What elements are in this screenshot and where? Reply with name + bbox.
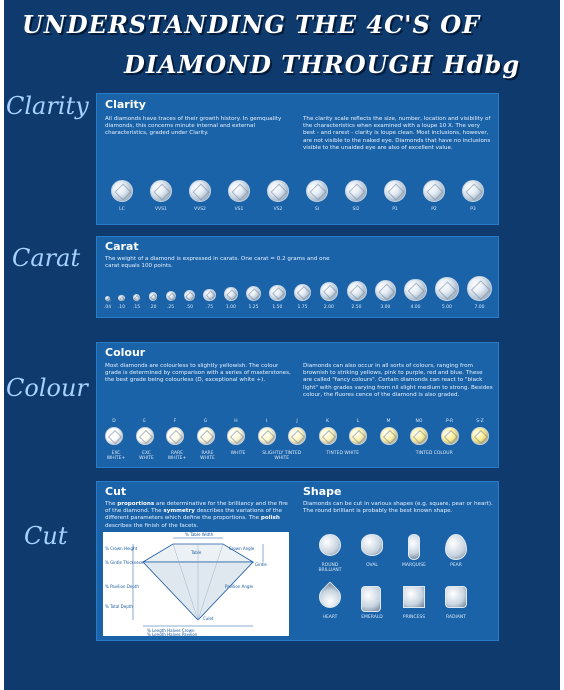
- shape-label: PRINCESS: [402, 615, 426, 620]
- carat-weight-label: .15: [132, 305, 141, 310]
- carat-weight-label: .20: [149, 305, 157, 310]
- carat-gem: [269, 285, 285, 301]
- carat-weight-label: 4.00: [410, 305, 421, 310]
- label-culet: Culet: [203, 616, 214, 621]
- clarity-text-left: All diamonds have traces of their growth history. In gemquality diamonds, this concerns minute internal and external characteristics, graded under Clarity.: [105, 116, 282, 137]
- clarity-gem: [462, 180, 484, 202]
- clarity-gem: [150, 180, 172, 202]
- carat-gem: [435, 277, 459, 301]
- shape-text: Diamonds can be cut in various shapes (e.g. square, pear or heart). The round brilliant is probably the best known shape.: [303, 501, 493, 515]
- label-pavilion-angle: Pavilion Angle: [225, 584, 254, 589]
- colour-group-label: SLIGHTLY TINTED WHITE: [262, 451, 302, 461]
- title-line-2: DIAMOND THROUGH Hdbg: [124, 50, 521, 79]
- label-table-width: % Table Width: [185, 532, 214, 537]
- cut-text: The proportions are determinative for the brilliancy and the fire of the diamond. The symmetry describes the variations of the different parameters which define the proportions. The polish describes the finish of the facets.: [105, 501, 288, 529]
- colour-grade-letter: D: [112, 419, 116, 424]
- side-label-carat: Carat: [12, 244, 81, 272]
- label-crown-angle: Crown Angle: [229, 546, 255, 551]
- label-crown-height: % Crown Height: [105, 546, 138, 551]
- colour-grade-letter: F: [173, 419, 177, 424]
- carat-weight-label: 3.00: [380, 305, 391, 310]
- carat-gem: [404, 279, 427, 302]
- carat-gem: [320, 282, 339, 301]
- colour-grade-letter: K: [326, 419, 329, 424]
- colour-grade-letter: H: [234, 419, 238, 424]
- clarity-grade-label: SI2: [352, 207, 360, 212]
- shape-label: RADIANT: [445, 615, 466, 620]
- clarity-grade-label: P2: [431, 207, 437, 212]
- carat-gem: [246, 286, 261, 301]
- shape-label: HEART: [322, 615, 338, 620]
- carat-gem: [203, 289, 216, 302]
- clarity-scale: [97, 180, 499, 224]
- carat-gem: [347, 281, 367, 301]
- carat-gem: [149, 292, 158, 301]
- carat-weight-label: 5.00: [441, 305, 452, 310]
- carat-gem: [294, 284, 312, 302]
- colour-gem: [410, 427, 428, 445]
- carat-gem: [467, 276, 492, 301]
- carat-gem: [105, 296, 110, 301]
- colour-gem: [227, 427, 245, 445]
- clarity-gem: [384, 180, 406, 202]
- clarity-gem: [111, 180, 133, 202]
- label-pavilion-depth: % Pavilion Depth: [105, 584, 139, 589]
- label-length-halves-crown: % Length Halves Crown: [147, 628, 195, 633]
- carat-weight-label: 1.25: [248, 305, 259, 310]
- clarity-grade-label: VS2: [273, 207, 283, 212]
- carat-weight-label: 1.50: [272, 305, 283, 310]
- carat-gem: [375, 280, 396, 301]
- shape-grid: [303, 534, 493, 639]
- colour-group-label: RARE WHITE+: [167, 451, 187, 461]
- carat-gem: [133, 294, 141, 302]
- colour-gem: [166, 427, 184, 445]
- diamond-profile-svg: [103, 532, 289, 636]
- label-length-halves-pavilion: % Length Halves Pavilion: [147, 632, 198, 636]
- carat-gem: [224, 287, 238, 301]
- clarity-grade-label: SI: [314, 207, 320, 212]
- colour-gem: [105, 427, 123, 445]
- colour-title: Colour: [105, 346, 146, 359]
- colour-group-label: EXC WHITE+: [106, 451, 126, 461]
- clarity-grade-label: LC: [119, 207, 125, 212]
- colour-gem: [441, 427, 459, 445]
- clarity-text-right: The clarity scale reflects the size, number, location and visibility of the characteristics when examined with a loupe 10 X. The very best - and rarest - clarity is loupe clean. Most inclusions, however, are not visible to the naked eye. Diamonds that have no inclusions visible to the unaided eye are also of excellent value.: [303, 116, 491, 151]
- colour-panel: [96, 342, 499, 468]
- shape-gem: [445, 534, 467, 560]
- carat-weight-label: .50: [185, 305, 193, 310]
- colour-grade-letter: M: [386, 419, 391, 424]
- colour-grade-letter: L: [356, 419, 360, 424]
- clarity-grade-label: P3: [470, 207, 476, 212]
- carat-gem: [118, 295, 124, 301]
- clarity-grade-label: VVS2: [194, 207, 206, 212]
- shape-gem: [408, 534, 420, 560]
- colour-gem: [288, 427, 306, 445]
- shape-label: EMERALD: [361, 615, 383, 620]
- colour-gem: [380, 427, 398, 445]
- label-total-depth: % Total Depth: [105, 604, 133, 609]
- shape-gem: [361, 586, 381, 612]
- colour-grade-letter: I: [265, 419, 268, 424]
- carat-panel: [96, 236, 499, 318]
- colour-group-label: WHITE: [230, 451, 246, 456]
- carat-weight-label: .75: [205, 305, 214, 310]
- carat-weight-label: 2.00: [323, 305, 334, 310]
- colour-grade-letter: G: [203, 419, 208, 424]
- clarity-panel: [96, 93, 499, 225]
- side-label-cut: Cut: [24, 522, 68, 550]
- carat-weight-label: 1.75: [297, 305, 308, 310]
- label-table: Table: [191, 550, 202, 555]
- side-label-colour: Colour: [6, 374, 88, 402]
- colour-gem: [136, 427, 154, 445]
- colour-group-label: TINTED COLOUR: [415, 451, 453, 456]
- shape-gem: [445, 586, 467, 608]
- carat-scale: [97, 275, 499, 317]
- side-label-clarity: Clarity: [6, 92, 89, 120]
- shape-gem: [403, 586, 425, 608]
- shape-label: OVAL: [366, 563, 378, 568]
- colour-grade-letter: NO: [415, 419, 423, 424]
- shape-label: PEAR: [450, 563, 462, 568]
- clarity-grade-label: P1: [392, 207, 398, 212]
- clarity-gem: [228, 180, 250, 202]
- title-line-1: UNDERSTANDING THE 4C'S OF: [22, 10, 481, 39]
- colour-gem: [258, 427, 276, 445]
- clarity-gem: [306, 180, 328, 202]
- clarity-grade-label: VS1: [234, 207, 244, 212]
- colour-group-label: TINTED WHITE: [326, 451, 360, 456]
- infographic-poster: [4, 0, 560, 690]
- carat-weight-label: 2.50: [351, 305, 362, 310]
- colour-grade-letter: S-Z: [476, 419, 484, 424]
- clarity-title: Clarity: [105, 98, 146, 111]
- carat-text: The weight of a diamond is expressed in carats. One carat = 0.2 grams and one carat equals 100 points.: [105, 256, 330, 270]
- clarity-gem: [345, 180, 367, 202]
- carat-title: Carat: [105, 240, 139, 253]
- carat-weight-label: 7.00: [474, 305, 485, 310]
- cut-title: Cut: [105, 485, 127, 498]
- carat-weight-label: .10: [117, 305, 125, 310]
- carat-weight-label: .04: [103, 305, 112, 310]
- colour-scale: [97, 419, 499, 467]
- carat-gem: [184, 290, 195, 301]
- cut-shape-panel: [96, 481, 499, 641]
- colour-grade-letter: J: [296, 419, 298, 424]
- clarity-grade-label: VVS1: [155, 207, 167, 212]
- colour-gem: [349, 427, 367, 445]
- label-girdle: Girdle: [255, 562, 267, 567]
- label-girdle-thickness: % Girdle Thickness: [105, 560, 144, 565]
- shape-label: ROUND BRILLIANT: [318, 563, 342, 573]
- shape-gem: [319, 534, 341, 556]
- cut-proportions-diagram: [103, 532, 289, 636]
- shape-gem: [314, 581, 345, 612]
- shape-title: Shape: [303, 485, 342, 498]
- colour-group-label: RARE WHITE: [200, 451, 215, 461]
- shape-gem: [361, 534, 383, 556]
- clarity-gem: [189, 180, 211, 202]
- carat-weight-label: 1.00: [225, 305, 236, 310]
- colour-grade-letter: P-R: [445, 419, 454, 424]
- colour-gem: [471, 427, 489, 445]
- colour-gem: [319, 427, 337, 445]
- carat-weight-label: .25: [166, 305, 175, 310]
- shape-label: MARQUISE: [402, 563, 426, 568]
- colour-grade-letter: E: [143, 419, 146, 424]
- colour-gem: [197, 427, 215, 445]
- clarity-gem: [267, 180, 289, 202]
- colour-text-right: Diamonds can also occur in all sorts of colours, ranging from brownish to striking yellows, pink to purple, red and blue. These are called "fancy colours". Certain diamonds can react to "black light" with grades varying from nil slight medium to strong. Besides colour, the fluores cence of the diamond is also graded.: [303, 363, 493, 398]
- colour-text-left: Most diamonds are colourless to slightly yellowish. The colour grade is determined by comparison with a series of masterstones, the best grade being colourless (D, exceptional white +).: [105, 363, 291, 384]
- carat-gem: [166, 291, 176, 301]
- clarity-gem: [423, 180, 445, 202]
- colour-group-label: EXC WHITE: [139, 451, 154, 461]
